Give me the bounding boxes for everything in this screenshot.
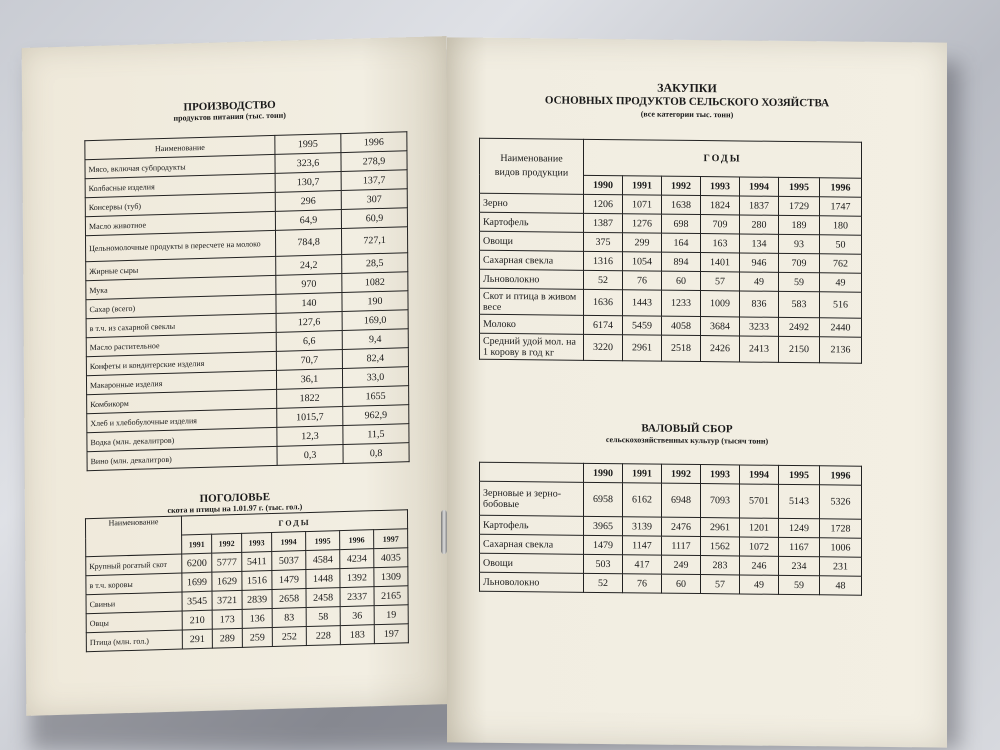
year-header: 1993 — [701, 465, 740, 484]
year-header: 1991 — [182, 534, 212, 554]
cell-value: 1699 — [182, 572, 212, 592]
purchases-table — [479, 138, 862, 364]
cell-value: 1009 — [701, 291, 740, 317]
cell-value: 9,4 — [342, 329, 408, 350]
cell-value: 5777 — [212, 552, 242, 572]
table-row — [480, 333, 862, 363]
cell-value: 76 — [623, 271, 662, 290]
cell-value: 24,2 — [276, 255, 342, 276]
cell-value: 4058 — [662, 316, 701, 335]
livestock-col-name: Наименование — [85, 516, 181, 557]
cell-value: 323,6 — [275, 153, 341, 174]
row-name: в т.ч. из сахарной свеклы — [86, 313, 276, 337]
cell-value: 83 — [272, 608, 306, 628]
row-name: Льноволокно — [480, 269, 584, 289]
cell-value: 516 — [820, 292, 862, 318]
row-name: Водка (млн. декалитров) — [87, 427, 277, 451]
cell-value: 11,5 — [343, 424, 409, 445]
left-page — [22, 36, 452, 716]
cell-value: 259 — [242, 628, 272, 648]
cell-value: 28,5 — [342, 253, 408, 274]
cell-value: 2658 — [272, 589, 306, 609]
cell-value: 57 — [701, 272, 740, 291]
year-header: 1996 — [820, 466, 862, 485]
cell-value: 246 — [740, 556, 779, 575]
year-header: 1997 — [374, 529, 408, 549]
cell-value: 6948 — [662, 483, 701, 517]
cell-value: 784,8 — [275, 229, 341, 257]
cell-value: 1822 — [277, 388, 343, 409]
livestock-title: ПОГОЛОВЬЕ — [199, 491, 271, 506]
year-header: 1992 — [662, 464, 701, 483]
cell-value: 1728 — [820, 519, 862, 538]
cell-value: 3139 — [623, 517, 662, 536]
cell-value: 3721 — [212, 590, 242, 610]
cell-value: 3233 — [740, 317, 779, 336]
production-subtitle: продуктов питания (тыс. тонн) — [173, 110, 286, 123]
year-header: 1996 — [340, 530, 374, 550]
row-name: Крупный рогатый скот — [86, 554, 182, 576]
cell-value: 2136 — [820, 337, 862, 363]
harvest-title: ВАЛОВЫЙ СБОР — [641, 422, 733, 436]
cell-value: 1729 — [779, 196, 820, 215]
cell-value: 1233 — [662, 290, 701, 316]
cell-value: 136 — [242, 609, 272, 629]
row-name: Масло растительное — [86, 332, 276, 356]
cell-value: 1636 — [584, 289, 623, 315]
cell-value: 583 — [779, 291, 820, 317]
cell-value: 7093 — [701, 484, 740, 518]
cell-value: 180 — [820, 216, 862, 235]
cell-value: 1015,7 — [277, 407, 343, 428]
cell-value: 2839 — [242, 590, 272, 610]
cell-value: 278,9 — [341, 151, 407, 172]
production-table — [84, 131, 409, 471]
cell-value: 709 — [779, 253, 820, 272]
cell-value: 2961 — [701, 518, 740, 537]
cell-value: 252 — [272, 627, 306, 647]
purchases-col-name — [480, 138, 584, 194]
cell-value: 1401 — [701, 253, 740, 272]
cell-value: 5459 — [623, 316, 662, 335]
cell-value: 2458 — [306, 588, 340, 608]
cell-value: 1562 — [701, 537, 740, 556]
cell-value: 1392 — [340, 568, 374, 588]
row-name: Конфеты и кондитерские изделия — [86, 351, 276, 375]
cell-value: 4584 — [306, 550, 340, 570]
cell-value: 70,7 — [276, 350, 342, 371]
row-name: Овцы — [86, 611, 182, 633]
year-header: 1990 — [584, 175, 623, 194]
cell-value: 289 — [212, 628, 242, 648]
cell-value: 48 — [820, 576, 862, 595]
year-header: 1994 — [272, 532, 306, 552]
table-row — [480, 481, 862, 519]
cell-value: 231 — [820, 557, 862, 576]
cell-value: 0,3 — [277, 445, 343, 466]
cell-value: 962,9 — [343, 405, 409, 426]
cell-value: 197 — [374, 624, 408, 644]
cell-value: 60,9 — [341, 208, 407, 229]
row-name: Овощи — [480, 553, 584, 573]
cell-value: 1072 — [740, 537, 779, 556]
cell-value: 164 — [662, 233, 701, 252]
row-name: Макаронные изделия — [86, 370, 276, 394]
cell-value: 1837 — [740, 196, 779, 215]
year-header: 1991 — [623, 464, 662, 483]
cell-value: 2426 — [701, 336, 740, 362]
cell-value: 2165 — [374, 586, 408, 606]
table-row — [480, 288, 862, 318]
production-title: ПРОИЗВОДСТВО — [183, 98, 276, 114]
cell-value: 33,0 — [342, 367, 408, 388]
cell-value: 1443 — [623, 290, 662, 316]
cell-value: 1316 — [584, 251, 623, 270]
row-name: Масло животное — [85, 211, 275, 235]
row-name: Сахар (всего) — [86, 294, 276, 318]
cell-value: 762 — [820, 254, 862, 273]
cell-value: 727,1 — [341, 227, 407, 255]
cell-value: 1516 — [242, 571, 272, 591]
row-name: Зерновые и зерно-бобовые — [480, 481, 584, 516]
cell-value: 57 — [701, 575, 740, 594]
cell-value: 19 — [374, 605, 408, 625]
cell-value: 60 — [662, 574, 701, 593]
cell-value: 12,3 — [277, 426, 343, 447]
cell-value: 296 — [275, 191, 341, 212]
cell-value: 1638 — [662, 195, 701, 214]
cell-value: 1249 — [779, 518, 820, 537]
row-name: Хлеб и хлебобулочные изделия — [87, 408, 277, 432]
cell-value: 59 — [779, 272, 820, 291]
table-row — [480, 572, 862, 595]
row-name: Сахарная свекла — [480, 534, 584, 554]
cell-value: 894 — [662, 252, 701, 271]
cell-value: 49 — [740, 575, 779, 594]
production-year: 1996 — [341, 132, 407, 153]
purchases-years-header: ГОДЫ — [584, 139, 862, 178]
row-name: Льноволокно — [480, 572, 584, 592]
cell-value: 249 — [662, 555, 701, 574]
cell-value: 2150 — [779, 336, 820, 362]
cell-value: 169,0 — [342, 310, 408, 331]
row-name: Цельномолочные продукты в пересчете на молоко — [85, 230, 275, 261]
cell-value: 127,6 — [276, 312, 342, 333]
row-name: Консервы (туб) — [85, 192, 275, 216]
cell-value: 137,7 — [341, 170, 407, 191]
cell-value: 5037 — [272, 551, 306, 571]
cell-value: 173 — [212, 609, 242, 629]
row-name: Средний удой мол. на 1 корову в год кг — [480, 333, 584, 360]
cell-value: 2476 — [662, 517, 701, 536]
year-header: 1992 — [212, 533, 242, 553]
cell-value: 307 — [341, 189, 407, 210]
cell-value: 1629 — [212, 571, 242, 591]
cell-value: 291 — [182, 629, 212, 649]
cell-value: 5143 — [779, 484, 820, 518]
row-name: Колбасные изделия — [85, 173, 275, 197]
cell-value: 2413 — [740, 336, 779, 362]
cell-value: 52 — [584, 573, 623, 592]
year-header: 1992 — [662, 176, 701, 195]
cell-value: 93 — [779, 234, 820, 253]
row-name: Мука — [86, 275, 276, 299]
production-year: 1995 — [275, 134, 341, 155]
harvest-subtitle: сельскохозяйственных культур (тысяч тонн) — [605, 435, 769, 446]
row-name: Мясо, включая субпродукты — [85, 154, 275, 178]
cell-value: 6200 — [182, 553, 212, 573]
cell-value: 3965 — [584, 516, 623, 535]
row-name: Вино (млн. декалитров) — [87, 446, 277, 470]
livestock-subtitle: скота и птицы на 1.01.97 г. (тыс. гол.) — [167, 502, 303, 515]
cell-value: 6174 — [584, 315, 623, 334]
row-name: Зерно — [480, 193, 584, 213]
row-name: Комбикорм — [87, 389, 277, 413]
cell-value: 1387 — [584, 213, 623, 232]
purchases-col-name-1: Наименование — [500, 152, 563, 165]
cell-value: 50 — [820, 235, 862, 254]
year-header: 1995 — [306, 531, 340, 551]
row-name: Свиньи — [86, 592, 182, 614]
cell-value: 1006 — [820, 538, 862, 557]
cell-value: 49 — [820, 273, 862, 292]
cell-value: 36,1 — [276, 369, 342, 390]
cell-value: 5326 — [820, 485, 862, 519]
cell-value: 64,9 — [275, 210, 341, 231]
cell-value: 709 — [701, 215, 740, 234]
cell-value: 36 — [340, 606, 374, 626]
cell-value: 1071 — [623, 195, 662, 214]
year-header: 1993 — [701, 177, 740, 196]
cell-value: 234 — [779, 556, 820, 575]
year-header: 1994 — [740, 465, 779, 484]
cell-value: 4035 — [374, 548, 408, 568]
cell-value: 1054 — [623, 252, 662, 271]
year-header: 1993 — [242, 533, 272, 553]
cell-value: 130,7 — [275, 172, 341, 193]
row-name: Скот и птица в живом весе — [480, 288, 584, 315]
livestock-years-header: ГОДЫ — [181, 510, 407, 535]
cell-value: 698 — [662, 214, 701, 233]
cell-value: 1655 — [343, 386, 409, 407]
row-name: Птица (млн. гол.) — [86, 630, 182, 652]
cell-value: 503 — [584, 554, 623, 573]
cell-value: 1479 — [584, 535, 623, 554]
cell-value: 3545 — [182, 591, 212, 611]
cell-value: 1276 — [623, 214, 662, 233]
purchases-title: ЗАКУПКИ — [657, 80, 717, 96]
cell-value: 1747 — [820, 197, 862, 216]
production-col-name: Наименование — [85, 135, 275, 159]
cell-value: 5701 — [740, 484, 779, 518]
cell-value: 134 — [740, 234, 779, 253]
cell-value: 183 — [340, 625, 374, 645]
right-page — [447, 37, 947, 747]
cell-value: 1824 — [701, 196, 740, 215]
cell-value: 2961 — [623, 335, 662, 361]
cell-value: 1309 — [374, 567, 408, 587]
row-name: Сахарная свекла — [480, 250, 584, 270]
cell-value: 60 — [662, 271, 701, 290]
cell-value: 1448 — [306, 569, 340, 589]
livestock-table — [85, 509, 409, 652]
cell-value: 3684 — [701, 317, 740, 336]
cell-value: 140 — [276, 293, 342, 314]
row-name: в т.ч. коровы — [86, 573, 182, 595]
cell-value: 1117 — [662, 536, 701, 555]
cell-value: 1206 — [584, 194, 623, 213]
cell-value: 375 — [584, 232, 623, 251]
year-header: 1996 — [820, 178, 862, 197]
cell-value: 52 — [584, 270, 623, 289]
cell-value: 299 — [623, 233, 662, 252]
cell-value: 0,8 — [343, 443, 409, 464]
cell-value: 5411 — [242, 552, 272, 572]
row-name: Молоко — [480, 314, 584, 334]
cell-value: 1082 — [342, 272, 408, 293]
cell-value: 280 — [740, 215, 779, 234]
year-header: 1994 — [740, 177, 779, 196]
harvest-table — [479, 462, 862, 596]
year-header: 1995 — [779, 177, 820, 196]
cell-value: 970 — [276, 274, 342, 295]
year-header: 1990 — [584, 463, 623, 482]
cell-value: 190 — [342, 291, 408, 312]
row-name: Овощи — [480, 231, 584, 251]
purchases-subtitle: (все категории тыс. тонн) — [640, 109, 734, 120]
cell-value: 2518 — [662, 335, 701, 361]
cell-value: 82,4 — [342, 348, 408, 369]
row-name: Картофель — [480, 212, 584, 232]
cell-value: 1167 — [779, 537, 820, 556]
cell-value: 3220 — [584, 334, 623, 360]
purchases-col-name-2: видов продукции — [494, 166, 569, 179]
cell-value: 2337 — [340, 587, 374, 607]
cell-value: 58 — [306, 607, 340, 627]
cell-value: 163 — [701, 234, 740, 253]
cell-value: 1479 — [272, 570, 306, 590]
cell-value: 49 — [740, 272, 779, 291]
cell-value: 76 — [623, 574, 662, 593]
cell-value: 4234 — [340, 549, 374, 569]
cell-value: 59 — [779, 575, 820, 594]
cell-value: 417 — [623, 555, 662, 574]
cell-value: 2492 — [779, 317, 820, 336]
row-name: Картофель — [480, 515, 584, 535]
cell-value: 1201 — [740, 518, 779, 537]
harvest-corner — [480, 462, 584, 482]
cell-value: 283 — [701, 556, 740, 575]
row-name: Жирные сыры — [86, 256, 276, 280]
cell-value: 189 — [779, 215, 820, 234]
cell-value: 1147 — [623, 536, 662, 555]
cell-value: 6162 — [623, 483, 662, 517]
year-header: 1991 — [623, 176, 662, 195]
cell-value: 946 — [740, 253, 779, 272]
cell-value: 836 — [740, 291, 779, 317]
cell-value: 2440 — [820, 318, 862, 337]
cell-value: 6958 — [584, 482, 623, 516]
cell-value: 210 — [182, 610, 212, 630]
cell-value: 6,6 — [276, 331, 342, 352]
purchases-title-2: ОСНОВНЫХ ПРОДУКТОВ СЕЛЬСКОГО ХОЗЯЙСТВА — [544, 94, 830, 110]
year-header: 1995 — [779, 465, 820, 484]
cell-value: 228 — [306, 626, 340, 646]
